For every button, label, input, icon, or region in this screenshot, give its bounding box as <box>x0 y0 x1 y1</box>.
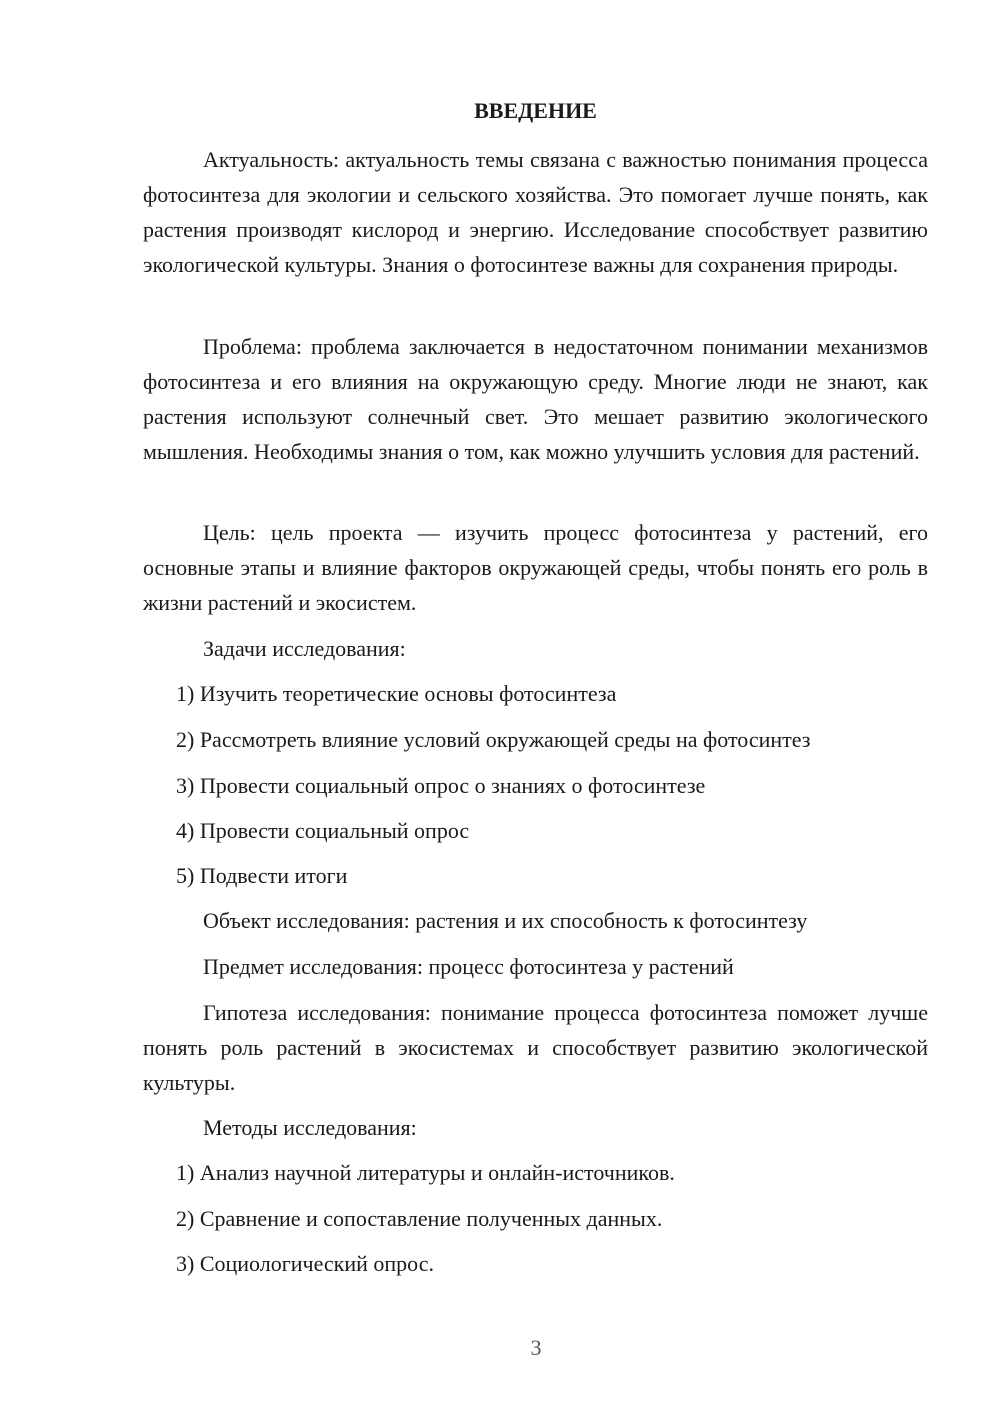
page-number: 3 <box>530 1335 542 1360</box>
methods-heading: Методы исследования: <box>203 1115 417 1140</box>
subject-line: Предмет исследования: процесс фотосинтеза у растений <box>203 954 734 979</box>
task-item-2: 2) Рассмотреть влияние условий окружающей среды на фотосинтез <box>176 727 811 752</box>
paragraph-goal: Цель: цель проекта — изучить процесс фотосинтеза у растений, его основные этапы и влияние факторов окружающей среды, чтобы понять его роль в жизни растений и экосистем. <box>143 520 928 615</box>
section-title: ВВЕДЕНИЕ <box>474 98 597 123</box>
method-item-2: 2) Сравнение и сопоставление полученных данных. <box>176 1206 663 1231</box>
paragraph-actuality: Актуальность: актуальность темы связана с важностью понимания процесса фотосинтеза для экологии и сельского хозяйства. Это помогает лучше понять, как растения производят кислород и энергию. Исследование способствует развитию экологической культуры. Знания о фотосинтезе важны для сохранения природы. <box>143 147 928 277</box>
task-item-4: 4) Провести социальный опрос <box>176 818 470 843</box>
method-item-1: 1) Анализ научной литературы и онлайн-источников. <box>176 1160 675 1185</box>
task-item-5: 5) Подвести итоги <box>176 863 348 888</box>
object-line: Объект исследования: растения и их способность к фотосинтезу <box>203 908 808 933</box>
method-item-3: 3) Социологический опрос. <box>176 1251 434 1276</box>
paragraph-hypothesis: Гипотеза исследования: понимание процесса фотосинтеза поможет лучше понять роль растений в экосистемах и способствует развитию экологической культуры. <box>143 1000 928 1095</box>
task-item-1: 1) Изучить теоретические основы фотосинтеза <box>176 681 617 706</box>
task-item-3: 3) Провести социальный опрос о знаниях о фотосинтезе <box>176 773 706 798</box>
tasks-heading: Задачи исследования: <box>203 636 406 661</box>
paragraph-problem: Проблема: проблема заключается в недостаточном понимании механизмов фотосинтеза и его влияния на окружающую среду. Многие люди не знают, как растения используют солнечный свет. Это мешает развитию экологического мышления. Необходимы знания о том, как можно улучшить условия для растений. <box>143 334 928 464</box>
